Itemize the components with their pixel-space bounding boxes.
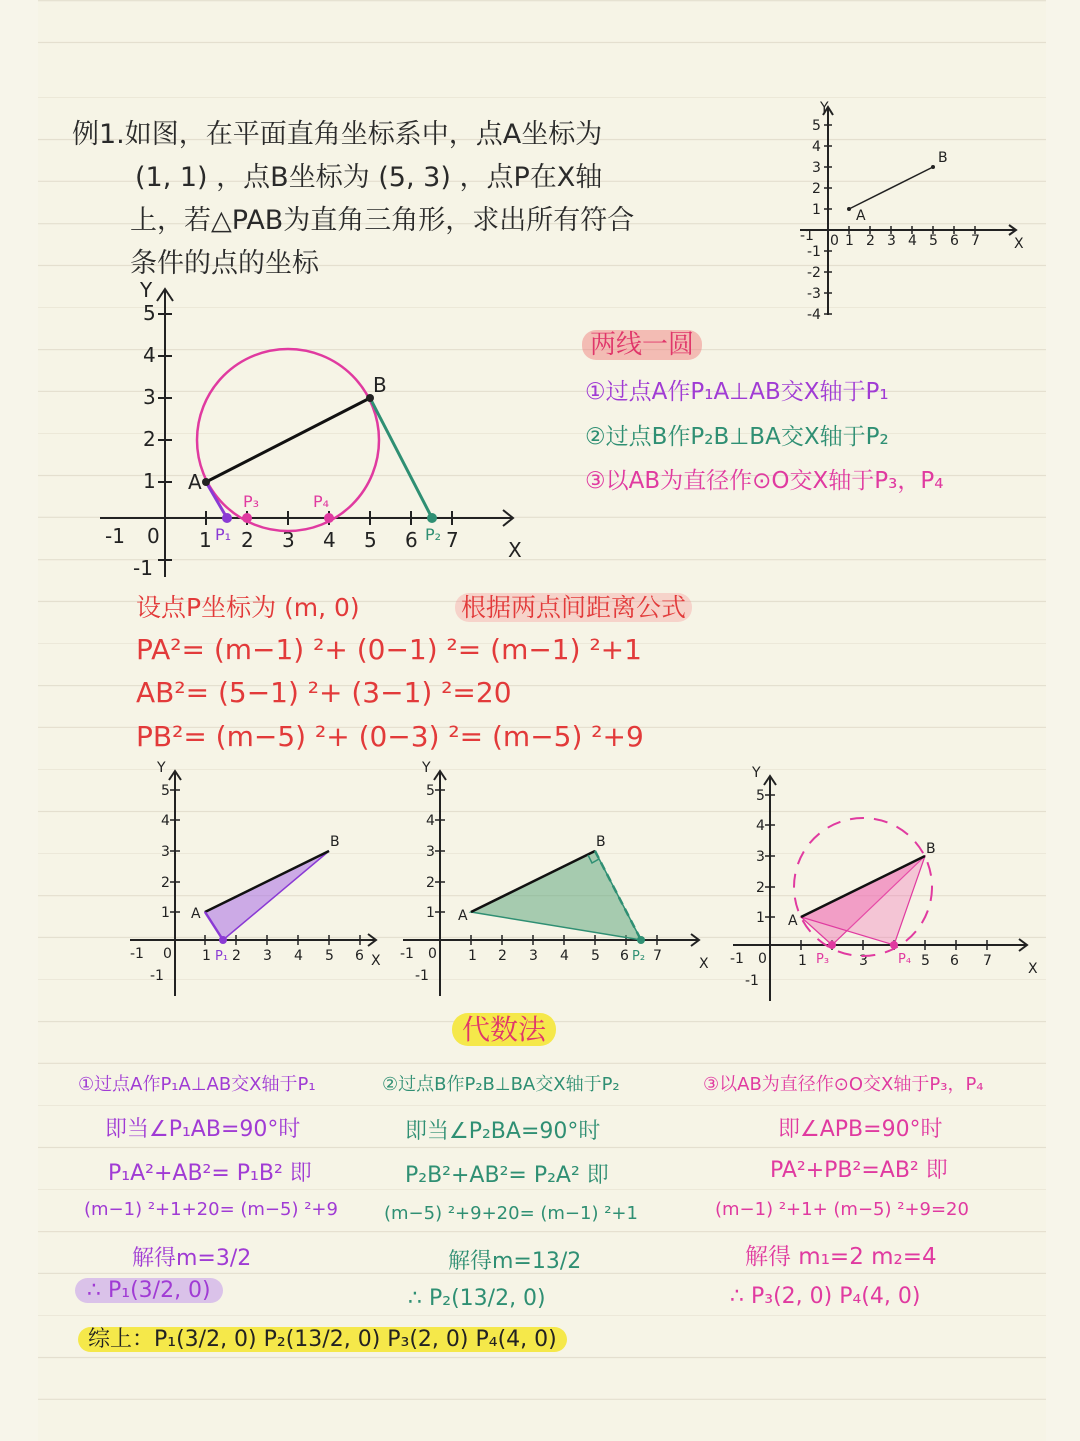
svg-text:7: 7 bbox=[653, 948, 662, 964]
graph-p3p4 bbox=[728, 765, 1048, 1005]
svg-text:7: 7 bbox=[446, 528, 459, 552]
svg-text:-1: -1 bbox=[745, 973, 759, 989]
svg-text:4: 4 bbox=[143, 343, 156, 367]
setup-pb: PB²= (m−5) ²+ (0−3) ²= (m−5) ²+9 bbox=[136, 720, 644, 753]
svg-text:2: 2 bbox=[143, 427, 156, 451]
problem-line-4: 条件的点的坐标 bbox=[130, 248, 319, 279]
svg-text:1: 1 bbox=[161, 905, 170, 921]
svg-text:-3: -3 bbox=[807, 286, 821, 302]
method-step-1: ①过点A作P₁A⊥AB交X轴于P₁ bbox=[585, 379, 889, 405]
col3-head: ③以AB为直径作⊙O交X轴于P₃，P₄ bbox=[703, 1074, 984, 1095]
svg-text:-1: -1 bbox=[133, 556, 153, 580]
ref-segment-ab bbox=[849, 167, 933, 209]
svg-text:-1: -1 bbox=[807, 244, 821, 260]
svg-text:-1: -1 bbox=[730, 951, 744, 967]
g1-label-p1: P₁ bbox=[215, 949, 229, 964]
svg-text:1: 1 bbox=[143, 469, 156, 493]
svg-text:1: 1 bbox=[199, 528, 212, 552]
col2-head: ②过点B作P₂B⊥BA交X轴于P₂ bbox=[382, 1074, 620, 1095]
svg-text:-1: -1 bbox=[415, 968, 429, 984]
svg-text:0: 0 bbox=[758, 951, 767, 967]
svg-text:0: 0 bbox=[830, 233, 839, 249]
svg-text:3: 3 bbox=[143, 385, 156, 409]
g3-label-b: B bbox=[926, 841, 936, 857]
svg-text:5: 5 bbox=[591, 948, 600, 964]
ref-y-label: Y bbox=[820, 100, 829, 116]
svg-text:6: 6 bbox=[355, 948, 364, 964]
setup-line-1: 设点P坐标为 (m, 0) bbox=[136, 593, 360, 622]
g2-x-label: X bbox=[699, 956, 709, 972]
svg-text:6: 6 bbox=[950, 233, 959, 249]
svg-text:3: 3 bbox=[812, 160, 821, 176]
ref-label-b: B bbox=[938, 150, 948, 166]
main-label-p3: P₃ bbox=[243, 492, 260, 511]
svg-text:3: 3 bbox=[161, 844, 170, 860]
svg-text:4: 4 bbox=[161, 813, 170, 829]
svg-text:5: 5 bbox=[921, 953, 930, 969]
main-y-label: Y bbox=[140, 278, 153, 302]
svg-text:5: 5 bbox=[364, 528, 377, 552]
svg-text:2: 2 bbox=[241, 528, 254, 552]
svg-text:5: 5 bbox=[426, 783, 435, 799]
col1-exp: (m−1) ²+1+20= (m−5) ²+9 bbox=[84, 1199, 338, 1220]
svg-text:2: 2 bbox=[866, 233, 875, 249]
col3-exp: (m−1) ²+1+ (m−5) ²+9=20 bbox=[715, 1199, 969, 1220]
col2-eq: P₂B²+AB²= P₂A² 即 bbox=[405, 1163, 609, 1188]
svg-text:3: 3 bbox=[426, 844, 435, 860]
col3-cond: 即∠APB=90°时 bbox=[778, 1117, 943, 1142]
col3-res: ∴ P₃(2, 0) P₄(4, 0) bbox=[730, 1284, 921, 1309]
col2-sol: 解得m=13/2 bbox=[448, 1249, 582, 1274]
svg-text:4: 4 bbox=[294, 948, 303, 964]
svg-text:5: 5 bbox=[756, 788, 765, 804]
svg-text:6: 6 bbox=[620, 948, 629, 964]
col1-eq: P₁A²+AB²= P₁B² 即 bbox=[108, 1161, 312, 1186]
svg-text:3: 3 bbox=[263, 948, 272, 964]
g1-y-label: Y bbox=[157, 760, 166, 776]
method-step-3: ③以AB为直径作⊙O交X轴于P₃，P₄ bbox=[585, 468, 944, 494]
svg-text:5: 5 bbox=[161, 783, 170, 799]
svg-text:1: 1 bbox=[756, 910, 765, 926]
triangle-p2ab bbox=[471, 851, 641, 940]
graph-p1 bbox=[125, 760, 395, 1000]
col1-head: ①过点A作P₁A⊥AB交X轴于P₁ bbox=[78, 1074, 316, 1095]
main-origin: 0 bbox=[147, 524, 160, 548]
algebra-title: 代数法 bbox=[452, 1008, 556, 1048]
col3-sol: 解得 m₁=2 m₂=4 bbox=[745, 1244, 937, 1270]
svg-text:2: 2 bbox=[498, 948, 507, 964]
g3-label-p4: P₄ bbox=[898, 952, 912, 967]
col2-res: ∴ P₂(13/2, 0) bbox=[408, 1286, 546, 1311]
g3-y-label: Y bbox=[752, 765, 761, 781]
col1-res: ∴ P₁(3/2, 0) bbox=[75, 1278, 223, 1303]
triangle-p1ab bbox=[205, 851, 329, 940]
svg-text:6: 6 bbox=[950, 953, 959, 969]
svg-text:-1: -1 bbox=[800, 228, 814, 244]
svg-text:1: 1 bbox=[426, 905, 435, 921]
svg-text:-2: -2 bbox=[807, 265, 821, 281]
summary: 综上：P₁(3/2, 0) P₂(13/2, 0) P₃(2, 0) P₄(4, 0) bbox=[78, 1322, 567, 1353]
problem-line-1: 例1.如图，在平面直角坐标系中，点A坐标为 bbox=[72, 119, 603, 150]
g1-label-a: A bbox=[191, 906, 201, 922]
svg-text:3: 3 bbox=[282, 528, 295, 552]
main-label-a: A bbox=[188, 470, 202, 494]
svg-text:5: 5 bbox=[929, 233, 938, 249]
svg-text:0: 0 bbox=[163, 946, 172, 962]
svg-text:-1: -1 bbox=[400, 946, 414, 962]
svg-text:1: 1 bbox=[202, 948, 211, 964]
col2-exp: (m−5) ²+9+20= (m−1) ²+1 bbox=[384, 1203, 638, 1224]
setup-line-1b: 根据两点间距离公式 bbox=[455, 588, 692, 624]
svg-text:1: 1 bbox=[468, 948, 477, 964]
svg-text:4: 4 bbox=[908, 233, 917, 249]
main-x-label: X bbox=[508, 538, 522, 562]
segment-bp2 bbox=[370, 398, 432, 518]
problem-line-3: 上，若△PAB为直角三角形，求出所有符合 bbox=[130, 205, 635, 236]
svg-text:5: 5 bbox=[325, 948, 334, 964]
svg-text:4: 4 bbox=[323, 528, 336, 552]
col1-cond: 即当∠P₁AB=90°时 bbox=[105, 1117, 301, 1142]
method-step-2: ②过点B作P₂B⊥BA交X轴于P₂ bbox=[585, 424, 889, 450]
svg-text:3: 3 bbox=[887, 233, 896, 249]
svg-text:-1: -1 bbox=[150, 968, 164, 984]
svg-text:4: 4 bbox=[756, 818, 765, 834]
setup-ab: AB²= (5−1) ²+ (3−1) ²=20 bbox=[136, 676, 512, 709]
g2-y-label: Y bbox=[422, 760, 431, 776]
svg-text:7: 7 bbox=[971, 233, 980, 249]
svg-text:3: 3 bbox=[859, 953, 868, 969]
g2-label-a: A bbox=[458, 908, 468, 924]
g2-label-p2: P₂ bbox=[632, 949, 646, 964]
svg-text:-4: -4 bbox=[807, 307, 821, 323]
method-title: 两线一圆 bbox=[582, 324, 702, 361]
ref-label-a: A bbox=[856, 208, 866, 224]
col3-eq: PA²+PB²=AB² 即 bbox=[770, 1158, 948, 1183]
main-graph bbox=[95, 275, 545, 585]
g3-label-p3: P₃ bbox=[816, 952, 830, 967]
svg-text:1: 1 bbox=[845, 233, 854, 249]
svg-text:4: 4 bbox=[812, 139, 821, 155]
g3-label-a: A bbox=[788, 913, 798, 929]
svg-text:-1: -1 bbox=[130, 946, 144, 962]
svg-text:1: 1 bbox=[798, 953, 807, 969]
main-label-p4: P₄ bbox=[313, 492, 330, 511]
ref-x-label: X bbox=[1014, 236, 1024, 252]
col1-sol: 解得m=3/2 bbox=[132, 1246, 252, 1271]
svg-text:7: 7 bbox=[983, 953, 992, 969]
main-label-p1: P₁ bbox=[215, 525, 232, 544]
svg-text:2: 2 bbox=[756, 880, 765, 896]
svg-text:6: 6 bbox=[405, 528, 418, 552]
setup-pa: PA²= (m−1) ²+ (0−1) ²= (m−1) ²+1 bbox=[136, 633, 642, 666]
svg-text:2: 2 bbox=[426, 875, 435, 891]
svg-text:2: 2 bbox=[812, 181, 821, 197]
svg-text:3: 3 bbox=[529, 948, 538, 964]
svg-text:1: 1 bbox=[812, 202, 821, 218]
g3-x-label: X bbox=[1028, 961, 1038, 977]
svg-text:2: 2 bbox=[232, 948, 241, 964]
svg-text:2: 2 bbox=[161, 875, 170, 891]
graph-p2 bbox=[398, 760, 718, 1000]
segment-ap1 bbox=[206, 482, 227, 518]
problem-line-2: (1, 1) ，点B坐标为 (5, 3) ，点P在X轴 bbox=[135, 162, 603, 193]
svg-text:-1: -1 bbox=[105, 524, 125, 548]
g1-label-b: B bbox=[330, 834, 340, 850]
svg-text:3: 3 bbox=[756, 849, 765, 865]
reference-graph bbox=[790, 100, 1030, 325]
svg-text:4: 4 bbox=[426, 813, 435, 829]
main-label-b: B bbox=[373, 373, 387, 397]
svg-text:5: 5 bbox=[812, 118, 821, 134]
svg-text:0: 0 bbox=[428, 946, 437, 962]
g2-label-b: B bbox=[596, 834, 606, 850]
g1-x-label: X bbox=[371, 953, 381, 969]
main-label-p2: P₂ bbox=[425, 525, 442, 544]
col2-cond: 即当∠P₂BA=90°时 bbox=[405, 1119, 601, 1144]
segment-ab bbox=[206, 398, 370, 482]
svg-text:4: 4 bbox=[560, 948, 569, 964]
svg-text:5: 5 bbox=[143, 301, 156, 325]
